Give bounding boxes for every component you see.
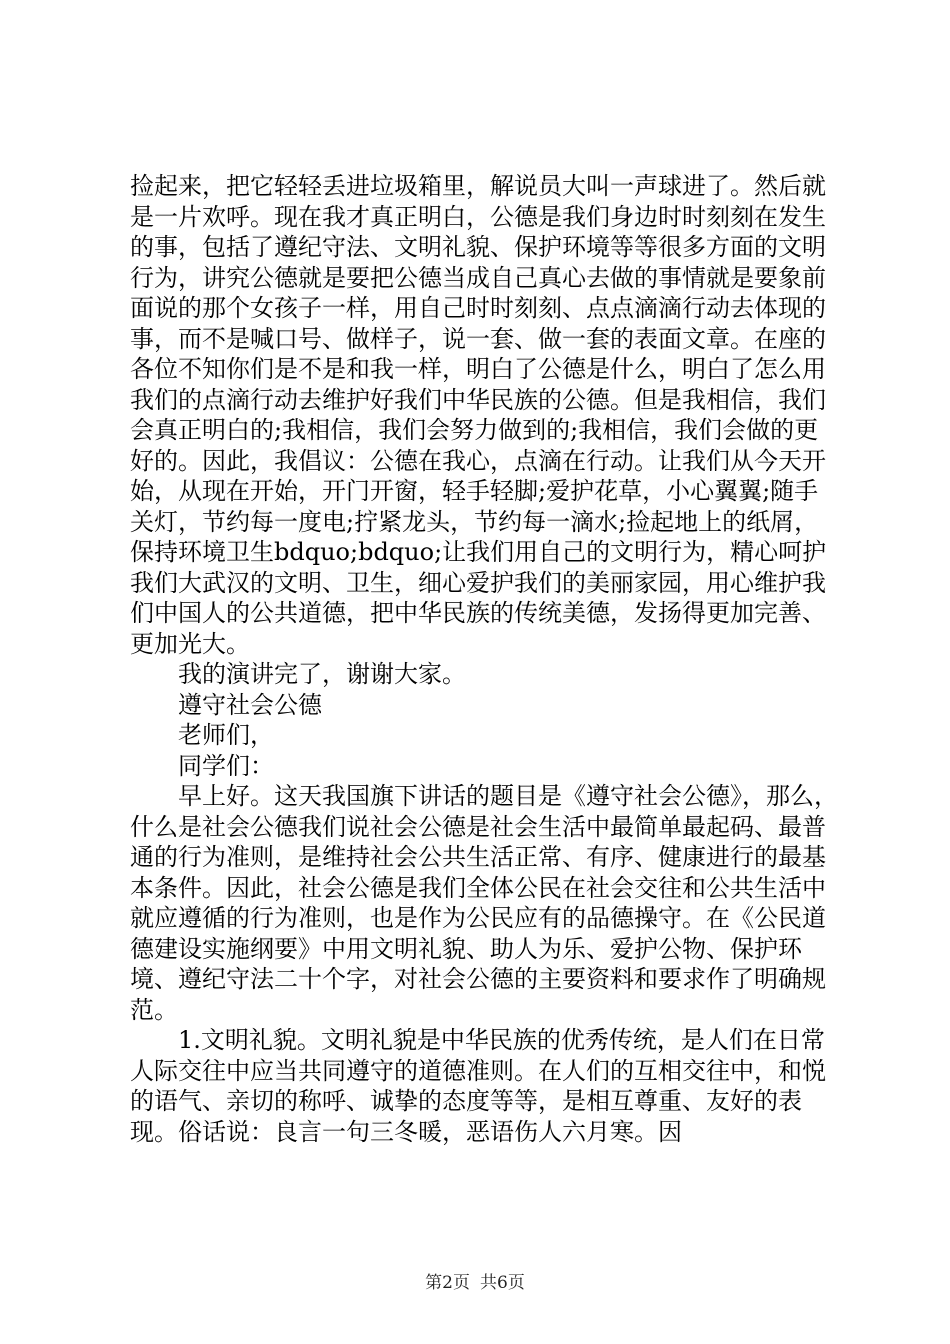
salutation-students: 同学们： <box>178 751 274 780</box>
salutation-teachers: 老师们， <box>178 721 274 749</box>
section-title: 遵守社会公德 <box>178 690 322 719</box>
page-footer <box>0 1272 950 1294</box>
paragraph-point-one: 1.文明礼貌。文明礼貌是中华民族的优秀传统，是人们在日常人际交往中应当共同遵守的道德准则。在人们的互相交往中，和悦的语气、亲切的称呼、诚挚的态度等等，是相互尊重、友好的表现。俗话说：良言一句三冬暖，恶语伤人六月寒。因 <box>130 1026 826 1146</box>
page-total: 共6页 <box>480 1273 525 1293</box>
paragraph-introduction: 早上好。这天我国旗下讲话的题目是《遵守社会公德》，那么，什么是社会公德我们说社会公德是社会生活中最简单最起码、最普通的行为准则，是维持社会公共生活正常、有序、健康进行的最基本条件。因此，社会公德是我们全体公民在社会交往和公共生活中就应遵循的行为准则，也是作为公民应有的品德操守。在《公民道德建设实施纲要》中用文明礼貌、助人为乐、爱护公物、保护环境、遵纪守法二十个字，对社会公德的主要资料和要求作了明确规范。 <box>130 782 838 1024</box>
paragraph-speech-continuation: 捡起来，把它轻轻丢进垃圾箱里，解说员大叫一声球进了。然后就是一片欢呼。现在我才真正明白，公德是我们身边时时刻刻在发生的事，包括了遵纪守法、文明礼貌、保护环境等等很多方面的文明行为，讲究公德就是要把公德当成自己真心去做的事情就是要象前面说的那个女孩子一样，用自己时时刻刻、点点滴滴行动去体现的事，而不是喊口号、做样子，说一套、做一套的表面文章。在座的各位不知你们是不是和我一样，明白了公德是什么，明白了怎么用我们的点滴行动去维护好我们中华民族的公德。但是我相信，我们会真正明白的;我相信，我们会努力做到的;我相信，我们会做的更好的。因此，我倡议：公德在我心，点滴在行动。让我们从今天开始，从现在开始，开门开窗，轻手轻脚;爱护花草，小心翼翼;随手关灯，节约每一度电;拧紧龙头，节约每一滴水;捡起地上的纸屑，保持环境卫生bdquo;bdquo;让我们用自己的文明行为，精心呵护我们大武汉的文明、卫生，细心爱护我们的美丽家园，用心维护我们中国人的公共道德，把中华民族的传统美德，发扬得更加完善、更加光大。 <box>130 172 827 658</box>
paragraph-closing-remark: 我的演讲完了，谢谢大家。 <box>178 660 466 688</box>
document-body <box>130 171 840 1147</box>
page-number: 第2页 <box>425 1273 470 1293</box>
